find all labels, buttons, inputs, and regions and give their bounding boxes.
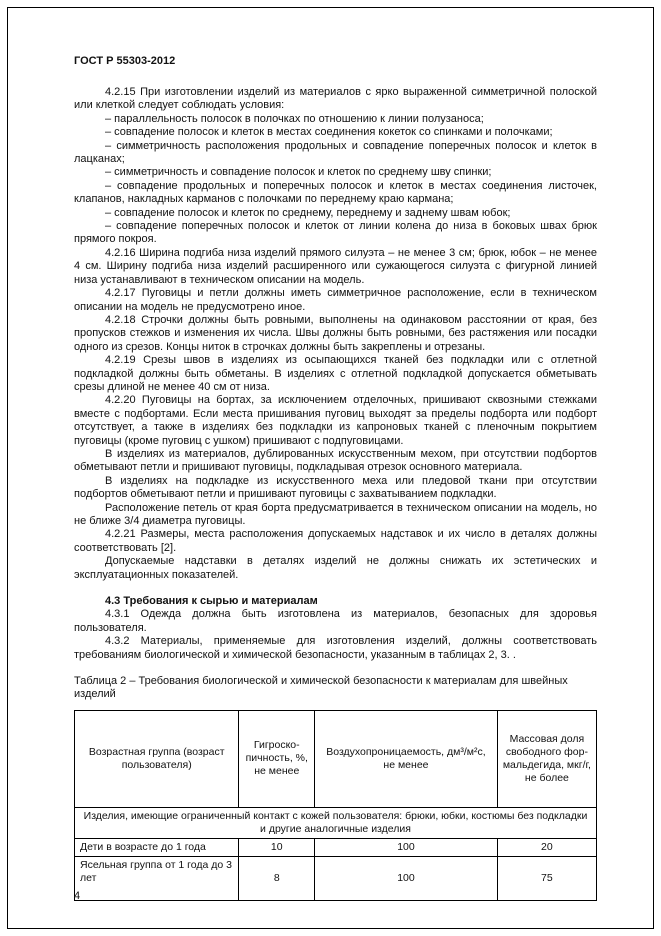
table-row [75, 856, 597, 900]
table-header-row [75, 710, 597, 807]
table-cell: 100 [315, 856, 498, 900]
list-item: – совпадение поперечных полосок и клеток от линии колена до низа в боковых швах брюк прямого покроя. [74, 220, 597, 246]
table-header-cell: Массовая доля свободного фор-мальдегида, мкг/г, не более [497, 710, 596, 807]
table-section-cell: Изделия, имеющие ограниченный контакт с кожей пользователя: брюки, юбки, костюмы без подкладки и другие аналогичные изделия [75, 807, 597, 838]
page-frame [7, 7, 654, 929]
paragraph: 4.2.15 При изготовлении изделий из материалов с ярко выраженной симметричной полоской или клеткой следует соблюдать условия: [74, 86, 597, 112]
paragraph: 4.3.2 Материалы, применяемые для изготовления изделий, должны соответствовать требованиям биологической и химической безопасности, указанным в таблицах 2, 3. . [74, 635, 597, 661]
paragraph: Допускаемые надставки в деталях изделий не должны снижать их эстетических и эксплуатационных показателей. [74, 555, 597, 581]
standard-number-header: ГОСТ Р 55303-2012 [74, 55, 176, 67]
table-section-row [75, 807, 597, 838]
materials-safety-table [74, 710, 597, 901]
paragraph: В изделиях на подкладке из искусственного меха или пледовой ткани при отсутствии подбортов обметывают петли и пришивают пуговицы с захватыванием подкладки. [74, 474, 597, 501]
section-heading: 4.3 Требования к сырью и материалам [105, 595, 318, 608]
document-body [74, 86, 597, 901]
paragraph: В изделиях из материалов, дублированных искусственным мехом, при отсутствии подбортов обметывают петли и пришивают пуговицы, подкладывая отрезок основного материала. [74, 447, 597, 474]
table-header-cell: Гигроско-пичность, %, не менее [239, 710, 315, 807]
paragraph: 4.2.19 Срезы швов в изделиях из осыпающихся тканей без подкладки или с отлетной подкладкой должны быть обметаны. В изделиях с отлетной подкладкой допускается обметывать срезы длиной не менее 40 см от низа. [74, 354, 597, 393]
list-item: – совпадение полосок и клеток по среднему, переднему и заднему швам юбок; [105, 206, 511, 219]
table-row [75, 838, 597, 856]
table-cell: Ясельная группа от 1 года до 3 лет [75, 856, 239, 900]
page-number: 4 [74, 890, 81, 902]
paragraph: 4.2.17 Пуговицы и петли должны иметь симметричное расположение, если в техническом описании на модель не предусмотрено иное. [74, 287, 597, 313]
list-item: – симметричность расположения продольных и совпадение поперечных полосок и клеток в лацканах; [74, 139, 597, 166]
table-cell: 100 [315, 838, 498, 856]
table-header-cell: Воздухопроницаемость, дм³/м²с, не менее [315, 710, 498, 807]
table-cell: 75 [497, 856, 596, 900]
list-item: – совпадение продольных и поперечных полосок и клеток в местах соединения листочек, клапанов, накладных карманов с полочками по переднему краю кармана; [74, 179, 597, 206]
table-cell: Дети в возрасте до 1 года [75, 838, 239, 856]
paragraph: 4.3.1 Одежда должна быть изготовлена из материалов, безопасных для здоровья пользователя. [74, 608, 597, 634]
list-item: – совпадение полосок и клеток в местах соединения кокеток со спинками и полочками; [105, 126, 553, 139]
list-item: – симметричность и совпадение полосок и клеток по среднему шву спинки; [105, 166, 492, 179]
paragraph: 4.2.16 Ширина подгиба низа изделий прямого силуэта – не менее 3 см; брюк, юбок – не менее 4 см. Ширину подгиба низа изделий расширенного или сужающегося силуэта с фигурной линией низа устанавливают в техническом описании на модель. [74, 246, 597, 286]
table-caption: Таблица 2 – Требования биологической и химической безопасности к материалам для швейных изделий [74, 675, 568, 701]
paragraph: 4.2.21 Размеры, места расположения допускаемых надставок и их число в деталях должны соответствовать [2]. [74, 528, 597, 554]
list-item: – параллельность полосок в полочках по отношению к линии полузаноса; [105, 112, 484, 125]
table-header-cell: Возрастная группа (возраст пользователя) [75, 710, 239, 807]
table-cell: 20 [497, 838, 596, 856]
table-cell: 8 [239, 856, 315, 900]
table-cell: 10 [239, 838, 315, 856]
paragraph: 4.2.18 Строчки должны быть ровными, выполнены на одинаковом расстоянии от края, без пропусков стежков и изменения их числа. Швы должны быть ровными, без растяжения или посадки одного из срезов. Концы ниток в строчках должны быть закреплены и отрезаны. [74, 313, 597, 353]
paragraph: 4.2.20 Пуговицы на бортах, за исключением отделочных, пришивают сквозными стежками вместе с подбортами. Если места пришивания пуговиц выходят за пределы подборта или подборт отсутствует, а также в изделиях без подкладки из капроновых тканей с пленочным покрытием пуговицы (кроме пуговиц с ушком) пришивают с подпуговицами. [74, 394, 597, 447]
paragraph: Расположение петель от края борта предусматривается в техническом описании на модель, но не ближе 3/4 диаметра пуговицы. [74, 501, 597, 527]
